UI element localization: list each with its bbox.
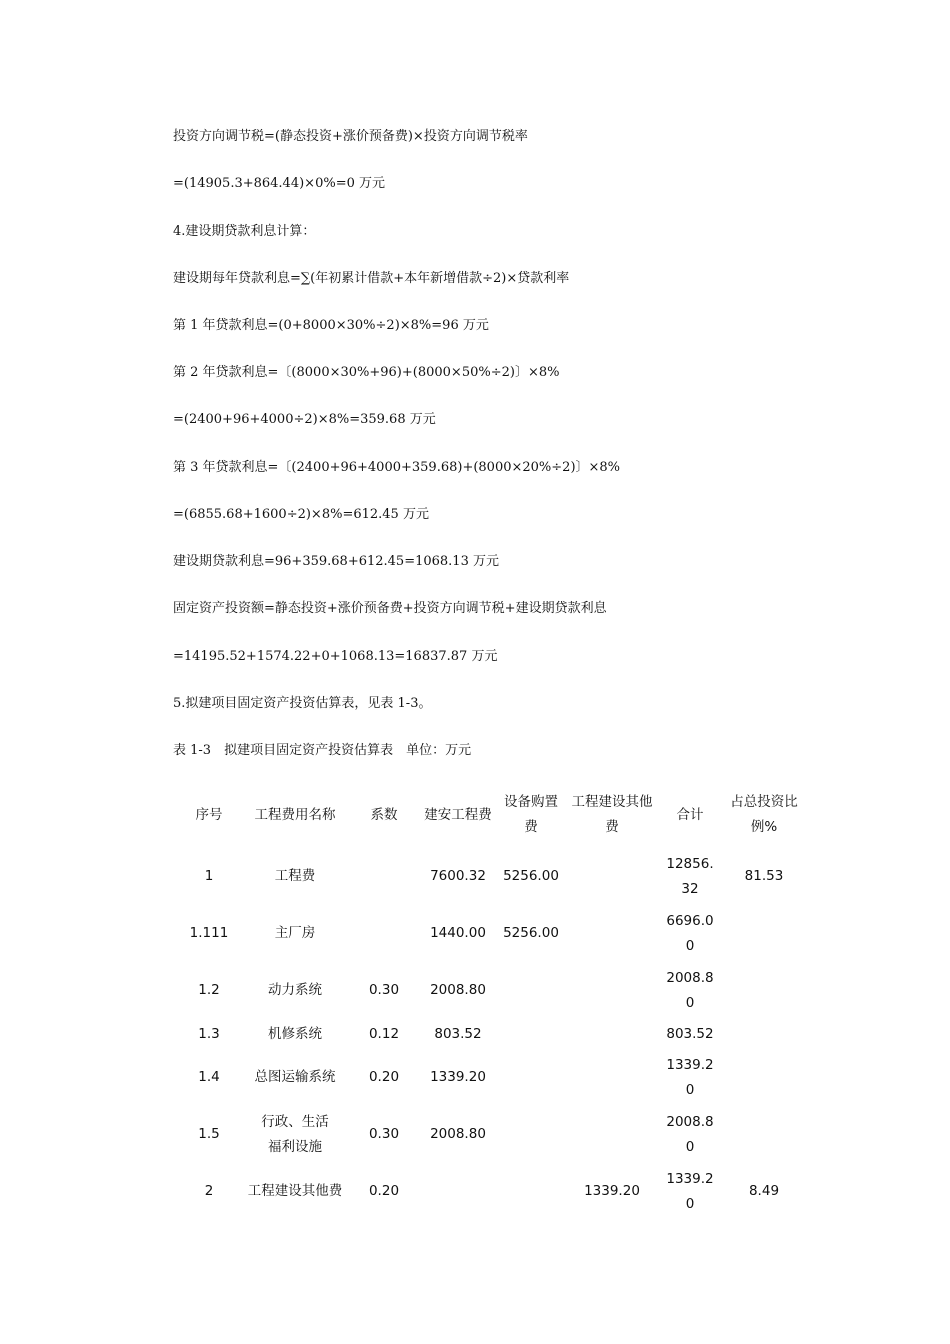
table-cell: 1.2 [198,982,220,998]
table-cell: 803.52 [434,1025,482,1042]
paragraph-tax-result: =(14905.3+864.44)×0%=0 万元 [173,176,385,191]
table-cell: 机修系统 [268,1025,322,1042]
table-cell: 5256.00 [503,868,559,884]
table-cell: 1.111 [189,925,229,941]
table-cell: 12856.32 [666,855,714,897]
table-cell: 0.12 [368,1025,400,1042]
table-cell [493,1019,569,1049]
paragraph-tax-formula: 投资方向调节税=(静态投资+涨价预备费)×投资方向调节税率 [173,129,528,144]
table-row [173,1106,803,1163]
table-cell [569,962,655,1019]
table-row [173,848,803,905]
table-row [173,962,803,1019]
investment-estimate-table [173,782,803,1220]
table-cell: 2008.80 [666,969,714,1011]
table-cell [345,905,423,962]
table-cell: 工程费 [274,868,316,884]
header-cell-construction-cost: 建安工程费 [424,806,492,823]
paragraph-interest-formula: 建设期每年贷款利息=∑(年初累计借款+本年新增借款÷2)×贷款利率 [173,271,570,286]
table-cell: 总图运输系统 [254,1069,336,1085]
header-cell-ratio: 占总投资比例% [730,794,798,835]
table-cell: 81.53 [744,868,784,884]
table-cell [569,1106,655,1163]
paragraph-year3-interest: 第 3 年贷款利息=〔(2400+96+4000+359.68)+(8000×20%÷2)〕×8% [173,460,621,475]
table-cell: 2008.80 [666,1113,714,1155]
table-caption: 表 1-3 拟建项目固定资产投资估算表 单位：万元 [173,743,472,758]
table-cell [569,1019,655,1049]
paragraph-year1-interest: 第 1 年贷款利息=(0+8000×30%÷2)×8%=96 万元 [173,318,489,333]
paragraph-section-4-heading: 4.建设期贷款利息计算： [173,224,316,239]
header-cell-seq: 序号 [195,806,223,823]
table-cell [725,962,803,1019]
table-cell [569,905,655,962]
table-row [173,1019,803,1049]
header-cell-total: 合计 [676,806,704,823]
table-cell: 0.20 [368,1069,400,1085]
paragraph-fixed-asset-formula: 固定资产投资额=静态投资+涨价预备费+投资方向调节税+建设期贷款利息 [173,601,607,616]
table-cell: 803.52 [666,1025,714,1042]
table-cell [493,1106,569,1163]
table-cell: 1.5 [198,1126,220,1142]
table-cell [423,1163,493,1220]
table-cell: 0.30 [368,1126,400,1142]
table-cell: 6696.00 [666,912,714,954]
table-cell [725,1106,803,1163]
table-cell: 8.49 [748,1183,780,1199]
table-cell: 工程建设其他费 [247,1183,343,1199]
table-row [173,905,803,962]
table-cell: 2008.80 [430,982,486,998]
paragraph-year3-result: =(6855.68+1600÷2)×8%=612.45 万元 [173,507,429,522]
table-cell [493,1049,569,1106]
table-cell: 5256.00 [503,925,559,941]
table-cell: 0.30 [368,982,400,998]
table-cell [569,1049,655,1106]
paragraph-fixed-asset-result: =14195.52+1574.22+0+1068.13=16837.87 万元 [173,649,498,664]
table-cell [725,1049,803,1106]
table-cell: 1 [204,868,214,884]
table-cell: 1339.20 [666,1056,714,1098]
table-cell: 动力系统 [268,982,322,998]
paragraph-section-5-heading: 5.拟建项目固定资产投资估算表，见表 1-3。 [173,696,432,711]
paragraph-year2-result: =(2400+96+4000÷2)×8%=359.68 万元 [173,412,436,427]
header-cell-name: 工程费用名称 [254,806,336,823]
table-row [173,1049,803,1106]
paragraph-year2-interest: 第 2 年贷款利息=〔(8000×30%+96)+(8000×50%÷2)〕×8% [173,365,560,380]
header-cell-coefficient: 系数 [370,806,398,823]
table-header-row [173,782,803,848]
table-cell [725,905,803,962]
table-cell [569,848,655,905]
header-cell-other-cost: 工程建设其他费 [571,794,653,835]
table-cell: 0.20 [368,1183,400,1199]
table-cell: 1440.00 [430,925,486,941]
table-cell: 1339.20 [430,1069,486,1085]
table-cell: 2 [204,1183,214,1199]
table-cell: 行政、生活福利设施 [261,1113,329,1155]
table-cell: 1339.20 [666,1170,714,1212]
table-row [173,1163,803,1220]
table-cell: 1.3 [198,1025,220,1042]
table-cell: 1339.20 [584,1183,640,1199]
table-cell: 1.4 [198,1069,220,1085]
table-cell [725,1019,803,1049]
paragraph-total-interest: 建设期贷款利息=96+359.68+612.45=1068.13 万元 [173,554,499,569]
table-cell [493,1163,569,1220]
table-cell [493,962,569,1019]
table-cell [345,848,423,905]
table-cell: 主厂房 [274,925,316,941]
header-cell-equipment-cost: 设备购置费 [504,794,558,835]
table-cell: 7600.32 [430,868,486,884]
table-cell: 2008.80 [430,1126,486,1142]
